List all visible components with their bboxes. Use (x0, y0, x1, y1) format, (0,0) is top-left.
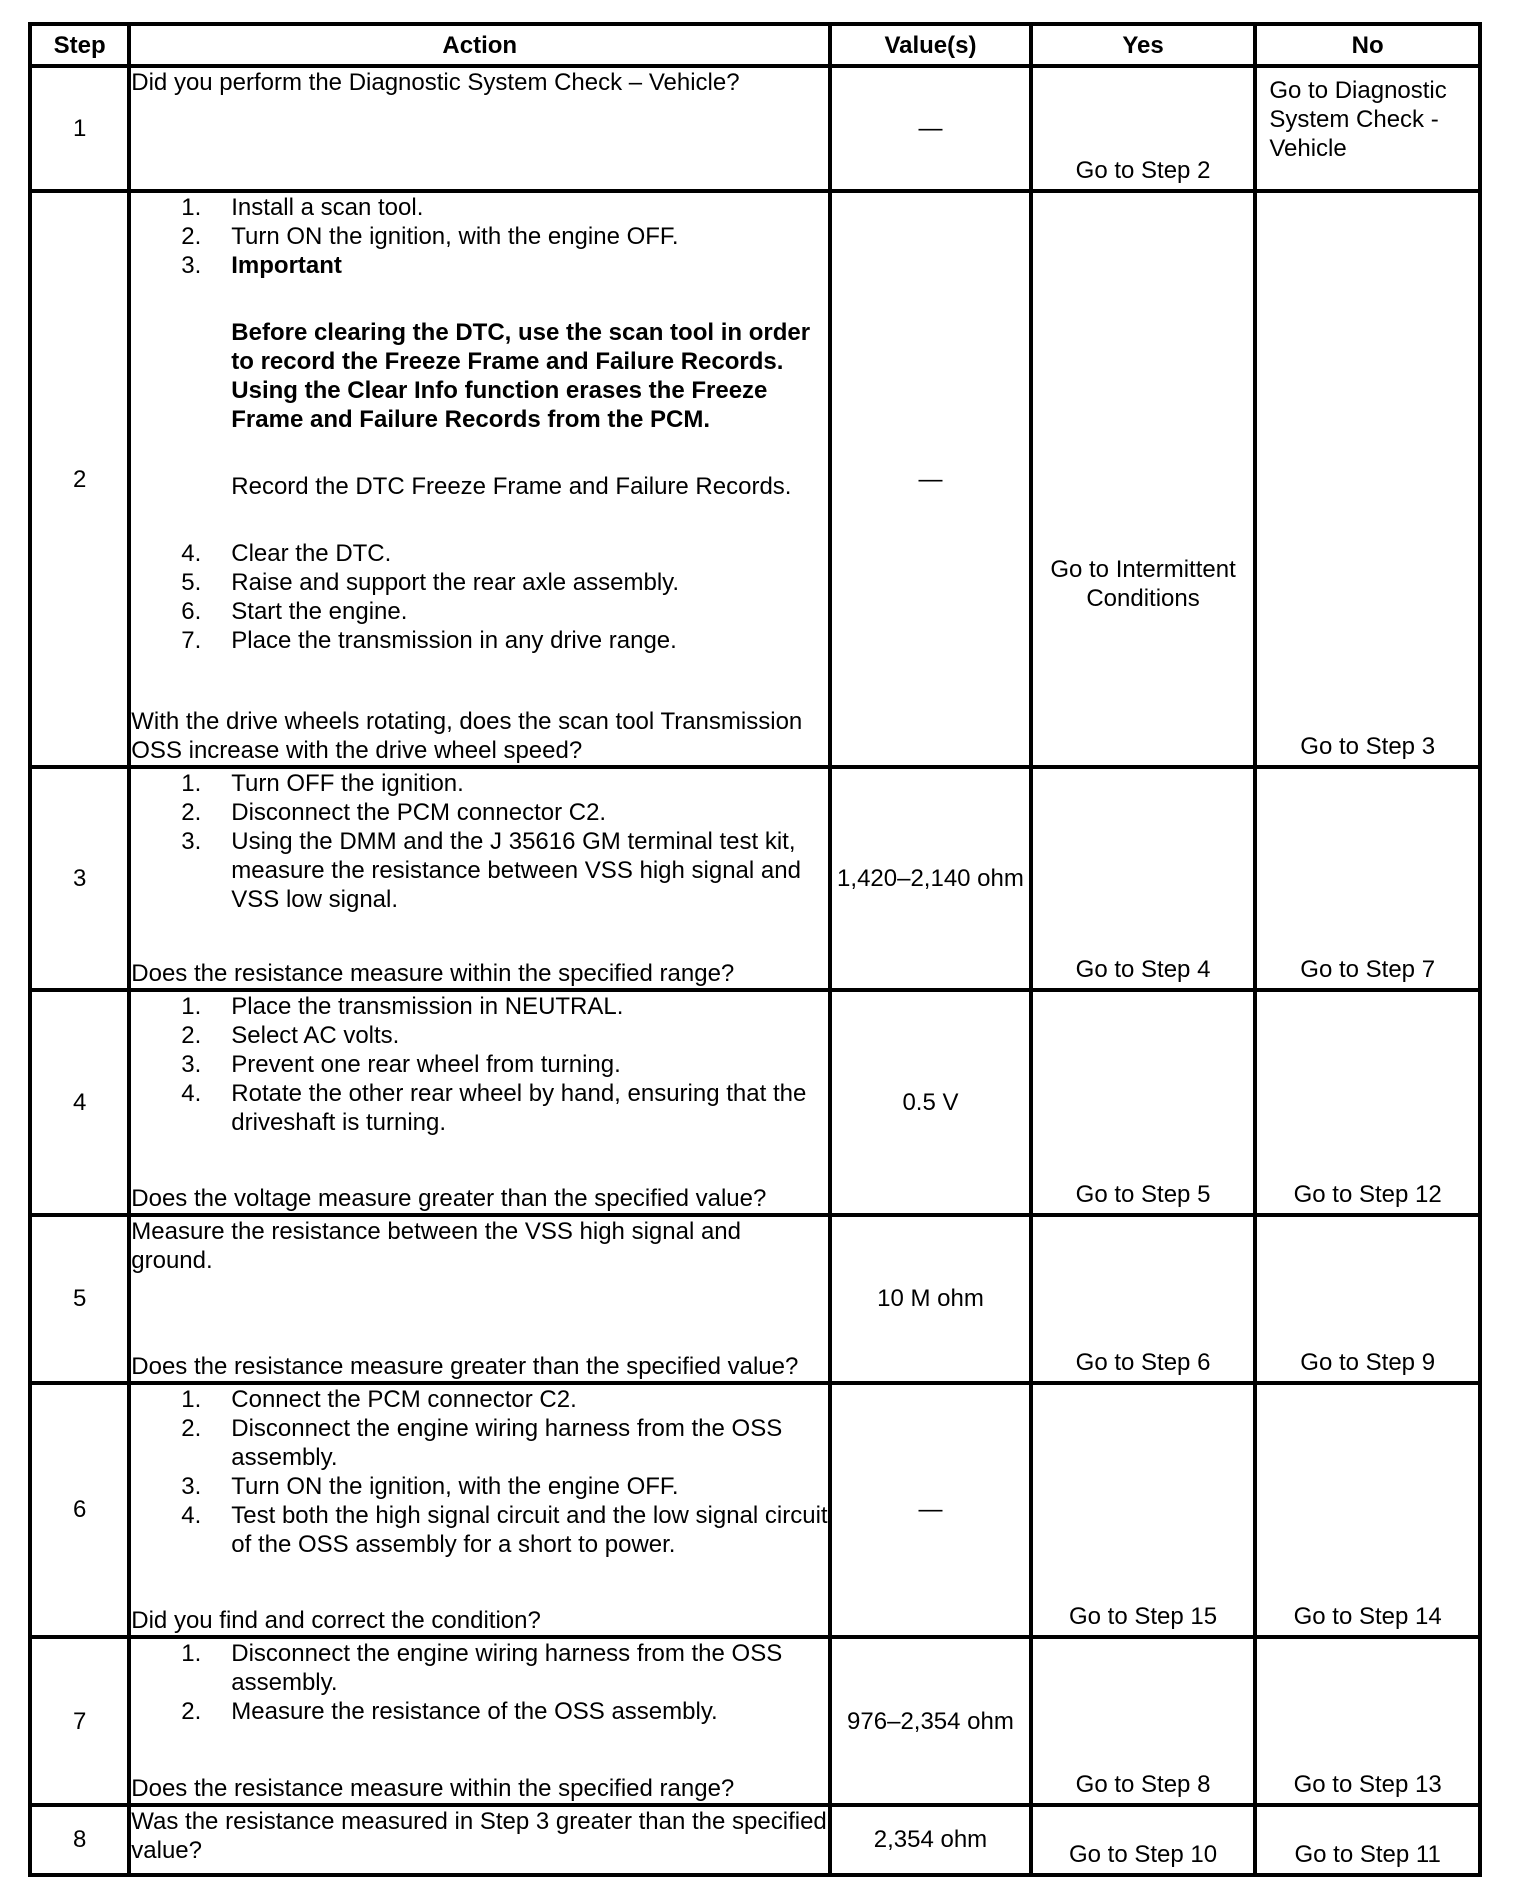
step-number: 4 (30, 990, 129, 1216)
list-item: 3. Important (181, 252, 342, 280)
action-question: Does the resistance measure within the specified range? (131, 959, 735, 987)
no-cell (1255, 191, 1480, 767)
important-heading: Important (231, 252, 342, 280)
no-link[interactable]: Go to Diagnostic System Check - Vehicle (1269, 77, 1447, 162)
no-cell (1255, 767, 1480, 990)
list-item: 3. Prevent one rear wheel from turning. (181, 1050, 621, 1078)
no-link[interactable]: Go to Step 11 (1294, 1841, 1441, 1868)
action-cell (129, 66, 830, 191)
action-question: Does the resistance measure greater than the specified value? (131, 1352, 799, 1380)
no-cell (1255, 1637, 1480, 1804)
table-row-step-2 (30, 191, 1480, 767)
no-link[interactable]: Go to Step 7 (1300, 955, 1436, 983)
value-cell: 0.5 V (830, 990, 1031, 1216)
no-link[interactable]: Go to Step 9 (1300, 1348, 1436, 1376)
list-item: 1. Connect the PCM connector C2. (181, 1385, 577, 1413)
action-question: Did you perform the Diagnostic System Check – Vehicle? (131, 69, 740, 96)
action-steps-list (131, 992, 828, 1137)
yes-cell (1031, 1637, 1256, 1804)
yes-cell (1031, 990, 1256, 1216)
value-cell: — (830, 66, 1031, 191)
table-row-step-5 (30, 1215, 1480, 1382)
table-row-step-4 (30, 990, 1480, 1216)
no-cell (1255, 1383, 1480, 1638)
table-row-step-7 (30, 1637, 1480, 1804)
important-note: Before clearing the DTC, use the scan tool in order to record the Freeze Frame and Failure Records. Using the Clear Info function erases the Freeze Frame and Failure Records from the PCM. (231, 319, 811, 434)
action-cell (129, 1805, 830, 1875)
yes-cell (1031, 1215, 1256, 1382)
yes-cell (1031, 191, 1256, 767)
table-row-step-1 (30, 66, 1480, 191)
list-item: 2. Select AC volts. (181, 1021, 400, 1049)
action-question: Was the resistance measured in Step 3 greater than the specified value? (131, 1807, 827, 1864)
header-action: Action (129, 24, 830, 66)
list-item: 1. Install a scan tool. (181, 194, 424, 222)
no-link[interactable]: Go to Step 3 (1300, 732, 1436, 760)
yes-link[interactable]: Go to Step 5 (1075, 1181, 1211, 1209)
no-cell (1255, 1805, 1480, 1875)
action-steps-list (131, 1639, 828, 1726)
value-cell: 1,420–2,140 ohm (830, 767, 1031, 990)
list-item: 5. Raise and support the rear axle assembly. (181, 569, 680, 597)
value-cell: 10 M ohm (830, 1215, 1031, 1382)
table-row-step-6 (30, 1383, 1480, 1638)
action-steps-list (131, 1385, 828, 1559)
step-number: 2 (30, 191, 129, 767)
list-item: 2. Disconnect the PCM connector C2. (181, 798, 607, 826)
step-number: 1 (30, 66, 129, 191)
value-cell: — (830, 1383, 1031, 1638)
list-item: 3. Using the DMM and the J 35616 GM terminal test kit, measure the resistance between VSS high signal and VSS low signal. (181, 827, 801, 913)
header-step: Step (30, 24, 129, 66)
yes-cell (1031, 1383, 1256, 1638)
list-item: 6. Start the engine. (181, 598, 408, 626)
action-question: With the drive wheels rotating, does the scan tool Transmission OSS increase with the drive wheel speed? (131, 707, 803, 764)
action-cell (129, 990, 830, 1216)
action-cell (129, 191, 830, 767)
action-steps-list (131, 193, 828, 280)
record-instruction: Record the DTC Freeze Frame and Failure Records. (231, 473, 792, 501)
yes-link[interactable]: Go to Step 10 (1068, 1841, 1218, 1868)
action-cell (129, 1215, 830, 1382)
header-no: No (1255, 24, 1480, 66)
yes-link[interactable]: Go to Step 6 (1075, 1348, 1211, 1376)
yes-link[interactable]: Go to Step 15 (1068, 1603, 1218, 1631)
yes-cell (1031, 1805, 1256, 1875)
list-item: 1. Place the transmission in NEUTRAL. (181, 992, 624, 1020)
list-item: 4. Test both the high signal circuit and the low signal circuit of the OSS assembly for a short to power. (181, 1501, 828, 1558)
value-cell: 976–2,354 ohm (830, 1637, 1031, 1804)
list-item: 7. Place the transmission in any drive range. (181, 627, 677, 655)
step-number: 8 (30, 1805, 129, 1875)
no-cell (1255, 66, 1480, 191)
list-item: 1. Disconnect the engine wiring harness from the OSS assembly. (181, 1640, 783, 1697)
no-link[interactable]: Go to Step 13 (1293, 1770, 1442, 1798)
list-item: 3. Turn ON the ignition, with the engine OFF. (181, 1472, 679, 1500)
action-question: Did you find and correct the condition? (131, 1607, 541, 1635)
action-instruction: Measure the resistance between the VSS high signal and ground. (131, 1218, 741, 1275)
step-number: 3 (30, 767, 129, 990)
no-cell (1255, 1215, 1480, 1382)
yes-link[interactable]: Go to Step 2 (1075, 157, 1211, 185)
step-number: 5 (30, 1215, 129, 1382)
list-item: 4. Clear the DTC. (181, 540, 392, 568)
list-item: 2. Disconnect the engine wiring harness from the OSS assembly. (181, 1414, 783, 1471)
step-number: 7 (30, 1637, 129, 1804)
table-row-step-3 (30, 767, 1480, 990)
action-question: Does the resistance measure within the specified range? (131, 1774, 735, 1802)
header-row (30, 24, 1480, 66)
diagnostic-table (28, 22, 1482, 1877)
yes-link[interactable]: Go to Step 8 (1075, 1770, 1211, 1798)
yes-link[interactable]: Go to Intermittent Conditions (1050, 556, 1236, 613)
list-item: 2. Turn ON the ignition, with the engine OFF. (181, 223, 679, 251)
header-values: Value(s) (830, 24, 1031, 66)
action-steps-list (131, 539, 828, 655)
list-item: 4. Rotate the other rear wheel by hand, ensuring that the driveshaft is turning. (181, 1079, 807, 1136)
no-link[interactable]: Go to Step 12 (1293, 1181, 1442, 1209)
step-number: 6 (30, 1383, 129, 1638)
list-item: 1. Turn OFF the ignition. (181, 769, 464, 797)
action-cell (129, 1637, 830, 1804)
action-steps-list (131, 769, 828, 914)
action-cell (129, 767, 830, 990)
header-yes: Yes (1031, 24, 1256, 66)
list-item: 2. Measure the resistance of the OSS assembly. (181, 1698, 718, 1726)
action-cell (129, 1383, 830, 1638)
value-cell: 2,354 ohm (830, 1805, 1031, 1875)
yes-cell (1031, 66, 1256, 191)
yes-cell (1031, 767, 1256, 990)
no-cell (1255, 990, 1480, 1216)
no-link[interactable]: Go to Step 14 (1293, 1603, 1442, 1631)
value-cell: — (830, 191, 1031, 767)
action-question: Does the voltage measure greater than the specified value? (131, 1185, 767, 1213)
table-row-step-8 (30, 1805, 1480, 1875)
yes-link[interactable]: Go to Step 4 (1075, 955, 1211, 983)
